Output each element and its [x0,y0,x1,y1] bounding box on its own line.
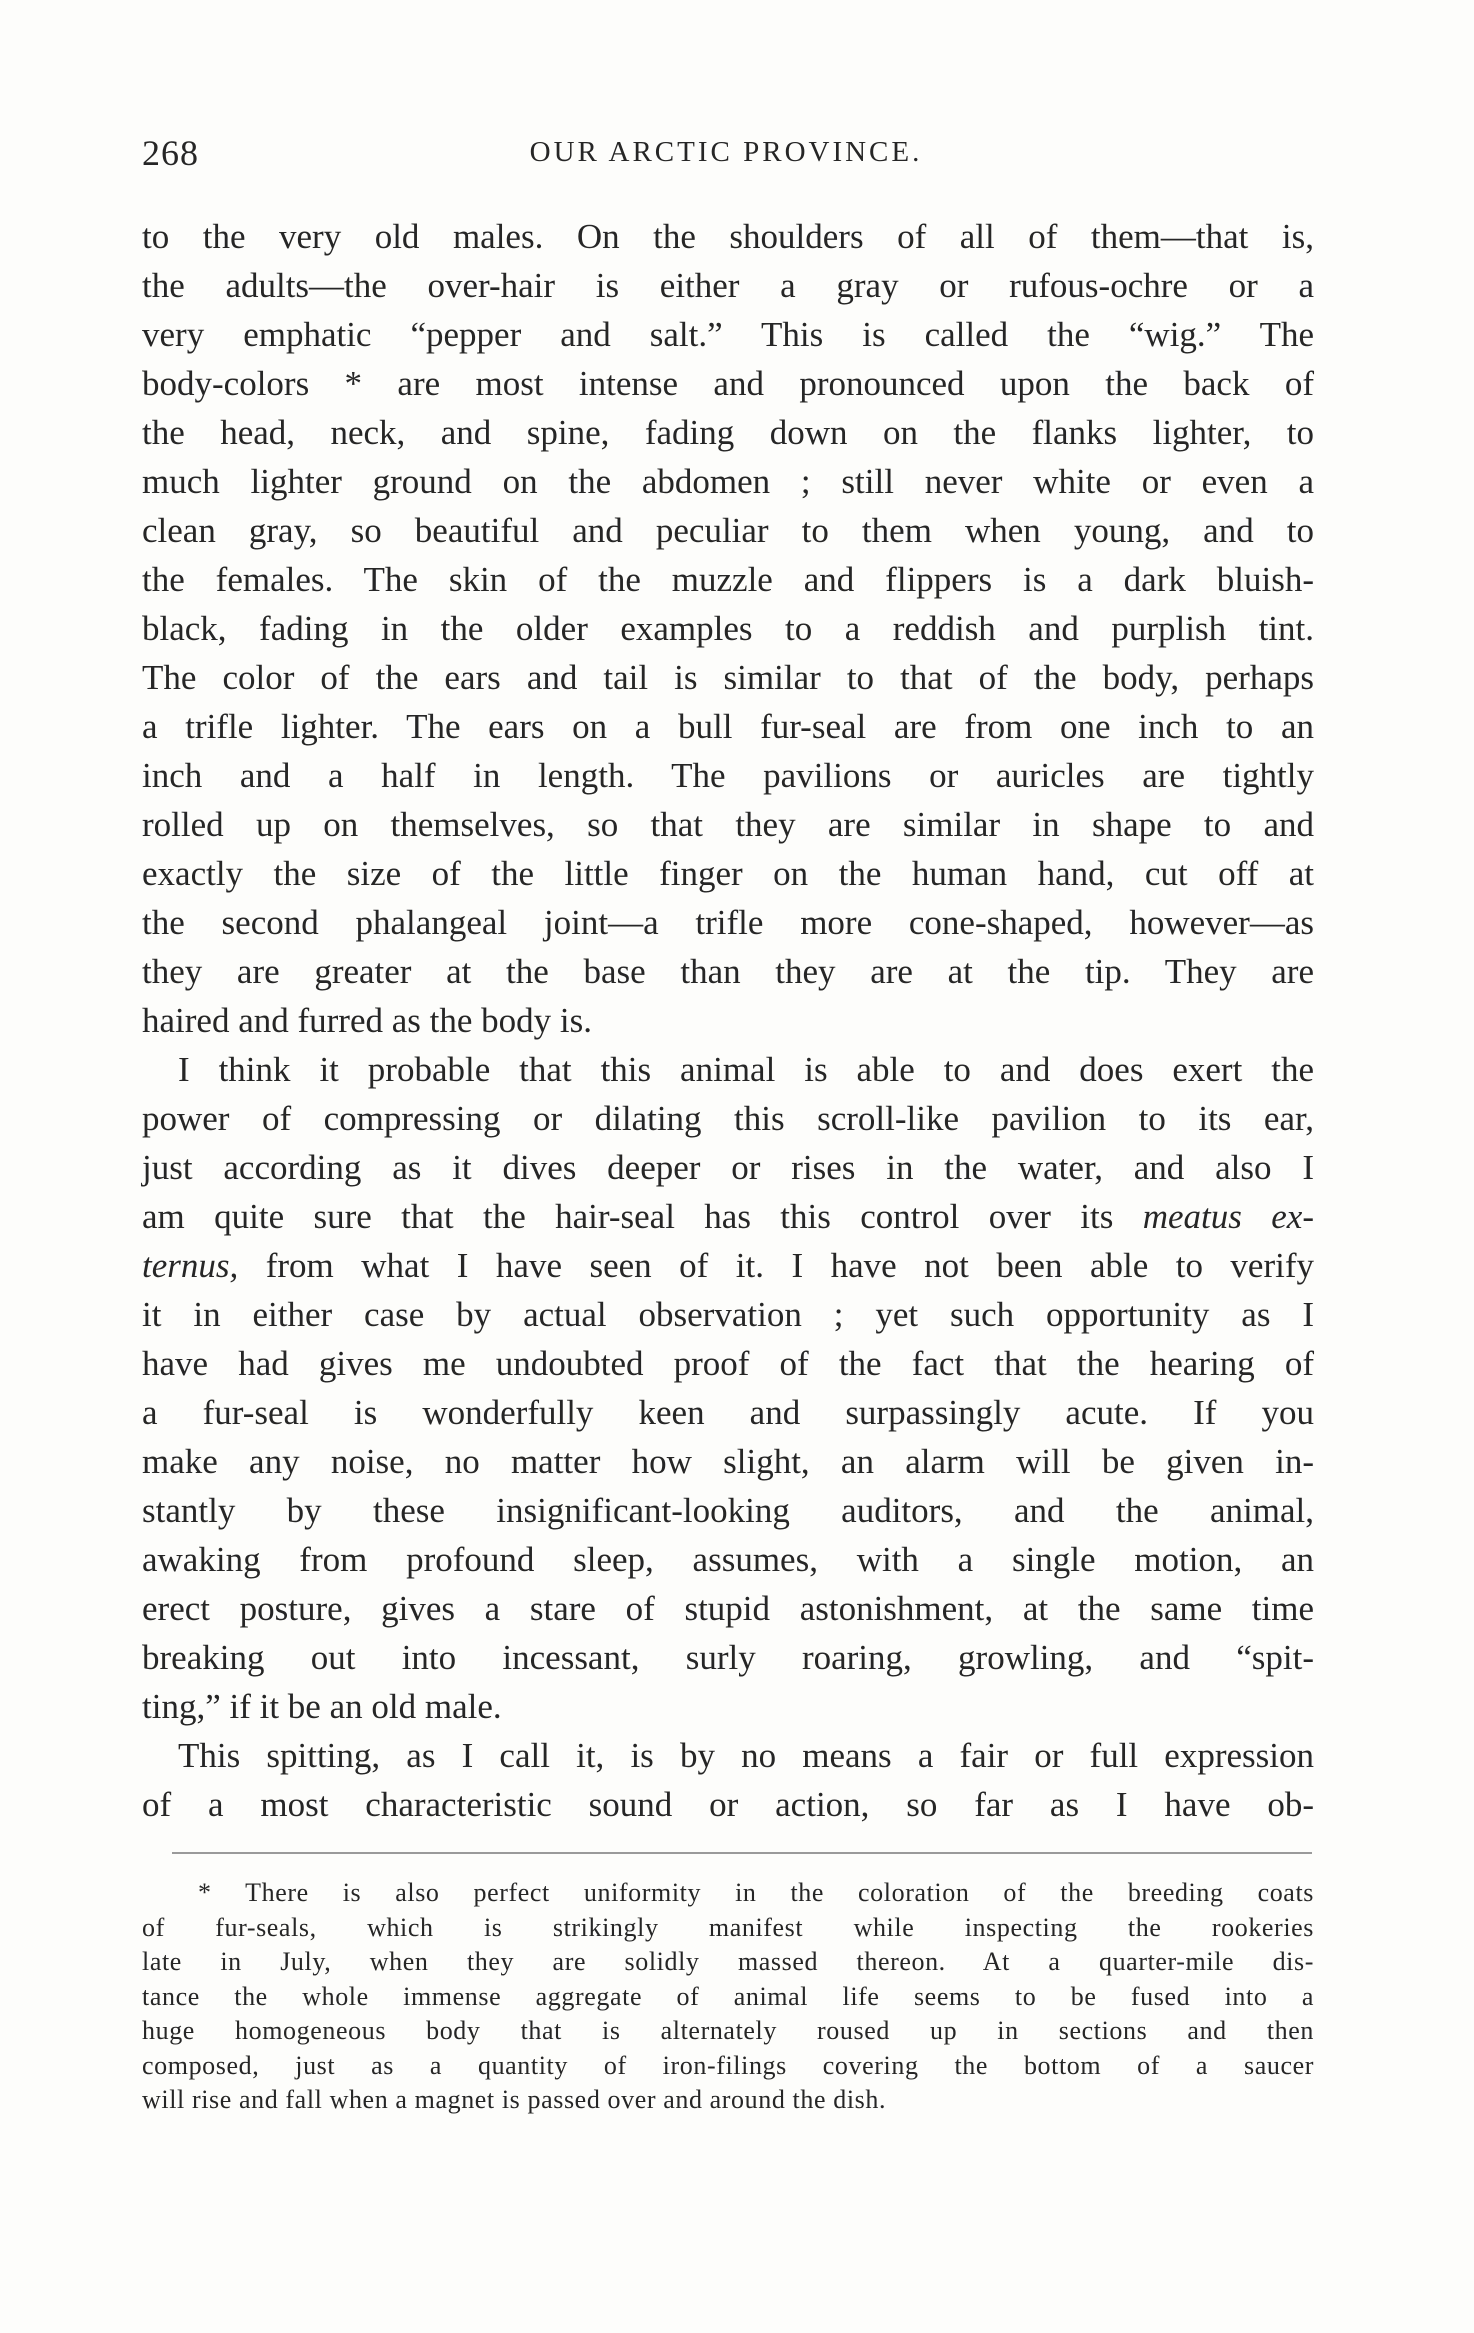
body-text [142,212,1314,1829]
text-line: exactly the size of the little finger on the human hand, cut off at [142,854,1314,893]
text-line: inch and a half in length. The pavilions or auricles are tightly [142,756,1314,795]
footnote-line: late in July, when they are solidly massed thereon. At a quarter-mile dis- [142,1947,1314,1976]
text-segment: from what I have seen of it. I have not been able to verify [265,1246,1315,1285]
text-line: black, fading in the older examples to a reddish and purplish tint. [142,609,1314,648]
italic-term: ternus, [142,1246,239,1285]
footnote-line: huge homogeneous body that is alternately roused up in sections and then [142,2016,1314,2045]
text-line: the head, neck, and spine, fading down on the flanks lighter, to [142,413,1314,452]
text-line: awaking from profound sleep, assumes, with a single motion, an [142,1540,1314,1579]
text-line: a trifle lighter. The ears on a bull fur-seal are from one inch to an [142,707,1314,746]
text-line: they are greater at the base than they are at the tip. They are [142,952,1314,991]
paragraph-start-line: I think it probable that this animal is able to and does exert the [178,1050,1314,1089]
text-segment: am quite sure that the hair-seal has this control over its [142,1197,1114,1236]
footnote-divider [172,1852,1312,1854]
text-line: power of compressing or dilating this scroll-like pavilion to its ear, [142,1099,1314,1138]
text-line: much lighter ground on the abdomen ; still never white or even a [142,462,1314,501]
text-line: haired and furred as the body is. [142,1001,592,1040]
text-line: ting,” if it be an old male. [142,1687,502,1726]
footnote-line: * There is also perfect uniformity in the coloration of the breeding coats [198,1878,1314,1907]
text-line: erect posture, gives a stare of stupid astonishment, at the same time [142,1589,1314,1628]
text-line: The color of the ears and tail is similar to that of the body, perhaps [142,658,1314,697]
text-line: it in either case by actual observation ; yet such opportunity as I [142,1295,1314,1334]
text-line: breaking out into incessant, surly roaring, growling, and “spit- [142,1638,1314,1677]
footnote [142,1876,1314,2118]
text-line [142,1192,1314,1241]
text-line: body-colors * are most intense and pronounced upon the back of [142,364,1314,403]
text-line: just according as it dives deeper or rises in the water, and also I [142,1148,1314,1187]
text-line: of a most characteristic sound or action, so far as I have ob- [142,1785,1314,1824]
running-head: OUR ARCTIC PROVINCE. [529,136,923,168]
footnote-line: composed, just as a quantity of iron-filings covering the bottom of a saucer [142,2050,1314,2080]
text-line: stantly by these insignificant-looking auditors, and the animal, [142,1491,1314,1530]
text-line: to the very old males. On the shoulders of all of them—that is, [142,217,1314,256]
text-line: have had gives me undoubted proof of the fact that the hearing of [142,1344,1314,1383]
paragraph-start-line: This spitting, as I call it, is by no means a fair or full expression [178,1736,1314,1775]
text-line: make any noise, no matter how slight, an alarm will be given in- [142,1442,1314,1481]
italic-term: meatus ex- [1142,1197,1314,1236]
text-line: a fur-seal is wonderfully keen and surpassingly acute. If you [142,1393,1314,1432]
footnote-line: of fur-seals, which is strikingly manifest while inspecting the rookeries [142,1912,1314,1942]
text-line: clean gray, so beautiful and peculiar to them when young, and to [142,511,1314,550]
text-line: the adults—the over-hair is either a gray or rufous-ochre or a [142,266,1314,305]
text-line: the females. The skin of the muzzle and flippers is a dark bluish- [142,560,1314,599]
footnote-line: tance the whole immense aggregate of animal life seems to be fused into a [142,1981,1314,2011]
text-line [142,1241,1314,1290]
text-line: the second phalangeal joint—a trifle more cone-shaped, however—as [142,903,1314,942]
text-line: rolled up on themselves, so that they are similar in shape to and [142,805,1314,844]
text-line: very emphatic “pepper and salt.” This is called the “wig.” The [142,315,1314,354]
page-number: 268 [142,133,199,173]
page-header [142,132,1310,182]
footnote-line: will rise and fall when a magnet is passed over and around the dish. [142,2085,887,2114]
